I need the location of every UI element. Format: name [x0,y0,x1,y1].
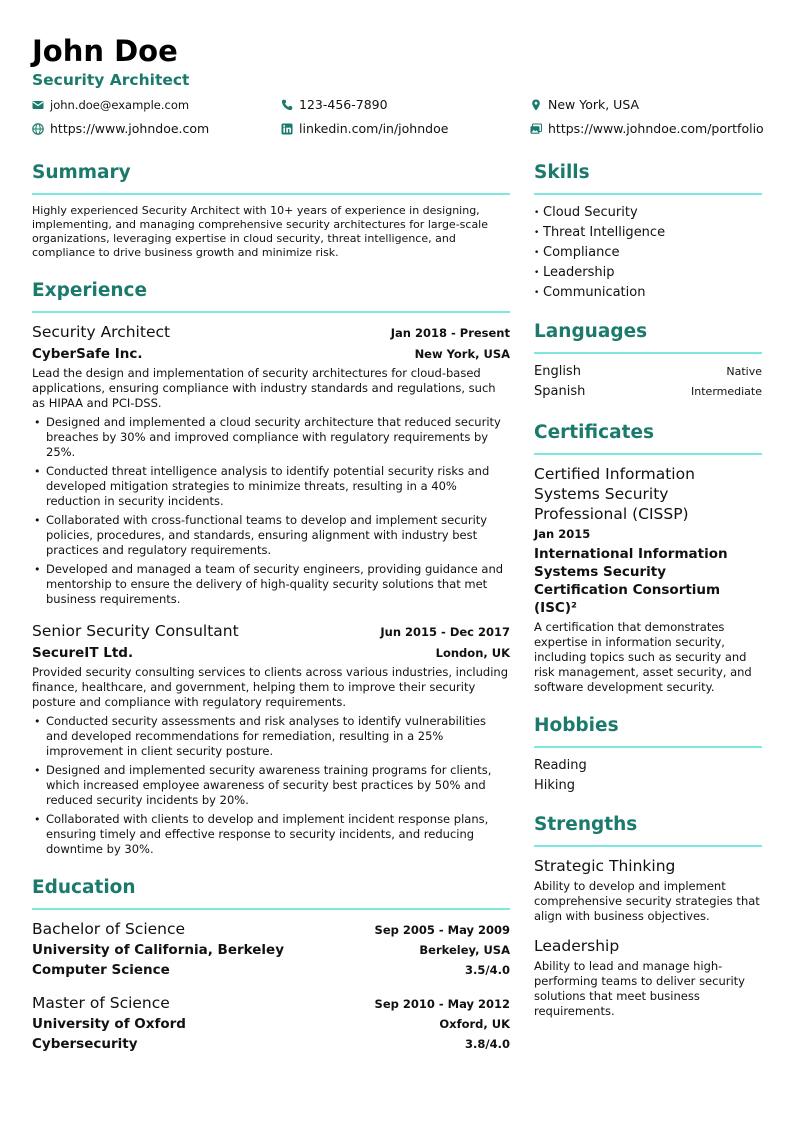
portfolio-icon [530,123,542,135]
job-bullet: • Conducted threat intelligence analysis to identify potential security risks and developed mitigation strategies to minimize threats, resulting in a 40% reduction in security incidents. [32,464,510,509]
certificate-issuer: International Information Systems Security Certification Consortium (ISC)² [534,546,728,616]
job-entry [32,322,510,607]
education-location: Berkeley, USA [419,943,510,957]
education-section [32,875,510,1053]
language-name: English [534,364,581,379]
phone-icon [281,99,293,111]
job-dates: Jan 2018 - Present [390,326,510,340]
certificate-name: Certified Information Systems Security Professional (CISSP) [534,465,695,523]
location-icon [530,99,542,111]
language-level: Native [726,365,762,378]
job-bullet: • Designed and implemented security awareness training programs for clients, which increased employee awareness of security best practices by 50% and reduced security incidents by 20%. [32,763,510,808]
contact-phone-text: 123-456-7890 [299,97,388,112]
job-company: SecureIT Ltd. [32,645,134,661]
job-company: CyberSafe Inc. [32,346,143,362]
contact-list [32,97,768,137]
education-school: University of California, Berkeley [32,942,284,958]
skills-list [534,203,762,303]
job-bullet: • Developed and managed a team of security engineers, providing guidance and mentorship to ensure the delivery of high-quality security solutions that met business requirements. [32,562,510,607]
job-bullet: • Designed and implemented a cloud security architecture that reduced security breaches by 30% and improved compliance with regulatory requirements by 25%. [32,415,510,460]
education-gpa: 3.5/4.0 [465,963,510,977]
strength-description: Ability to develop and implement comprehensive security strategies that align with business objectives. [534,879,760,923]
languages-list [534,362,762,402]
candidate-title: Security Architect [32,71,190,89]
education-location: Oxford, UK [439,1017,510,1031]
languages-section [534,319,762,402]
strengths-section [534,812,762,1019]
education-entry [32,919,510,979]
experience-heading: Experience [32,278,510,313]
linkedin-icon [281,123,293,135]
hobby-item: Reading [534,758,587,773]
contact-location [530,97,768,113]
strength-name: Strategic Thinking [534,857,676,875]
globe-icon [32,123,44,135]
job-location: New York, USA [414,347,510,361]
education-degree: Master of Science [32,994,170,1012]
education-school: University of Oxford [32,1016,186,1032]
summary-section [32,160,510,260]
strength-description: Ability to lead and manage high-performing teams to deliver security solutions that meet business requirements. [534,959,745,1018]
education-degree: Bachelor of Science [32,920,186,938]
skills-section [534,160,762,303]
job-title: Senior Security Consultant [32,622,239,640]
job-entry [32,621,510,857]
languages-heading: Languages [534,319,762,354]
language-level: Intermediate [691,385,762,398]
left-column [32,160,510,1067]
job-bullets [32,714,510,857]
contact-website[interactable] [32,121,281,137]
job-description: Provided security consulting services to clients across various industries, including finance, healthcare, and government, helping them to improve their security posture and compliance with regulatory requirements. [32,665,509,709]
job-bullet: • Collaborated with clients to develop and implement incident response plans, ensuring timely and effective response to security incidents, and reducing downtime by 30%. [32,812,510,857]
certificates-heading: Certificates [534,420,762,455]
contact-email-text: john.doe@example.com [50,98,190,112]
hobbies-list [534,756,762,796]
contact-website-text: https://www.johndoe.com [50,121,210,136]
hobbies-section [534,713,762,796]
education-field: Cybersecurity [32,1036,138,1052]
job-bullets [32,415,510,607]
language-item [534,362,762,382]
certificate-date: Jan 2015 [534,527,591,541]
email-icon [32,99,44,111]
experience-section [32,278,510,857]
job-title: Security Architect [32,323,171,341]
skills-heading: Skills [534,160,762,195]
certificate-description: A certification that demonstrates expertise in information security, including topics such as security and risk management, asset security, and software development security. [534,620,752,694]
contact-location-text: New York, USA [548,97,640,112]
skill-item: • Compliance [534,243,762,263]
skill-item: • Cloud Security [534,203,762,223]
right-column [534,160,762,1033]
skill-item: • Leadership [534,263,762,283]
education-dates: Sep 2010 - May 2012 [374,997,510,1011]
skill-item: • Threat Intelligence [534,223,762,243]
resume-header [32,34,768,137]
certificates-section [534,420,762,695]
language-item [534,382,762,402]
job-dates: Jun 2015 - Dec 2017 [380,625,510,639]
job-bullet: • Collaborated with cross-functional teams to develop and implement security policies, procedures, and standards, ensuring alignment with industry best practices and regulatory requirements. [32,513,510,558]
education-field: Computer Science [32,962,170,978]
contact-email[interactable] [32,97,281,113]
language-name: Spanish [534,384,586,399]
contact-linkedin-text: linkedin.com/in/johndoe [299,121,449,136]
summary-heading: Summary [32,160,510,195]
contact-linkedin[interactable] [281,121,530,137]
skill-item: • Communication [534,283,762,303]
contact-portfolio[interactable] [530,121,768,137]
job-bullet: • Conducted security assessments and risk analyses to identify vulnerabilities and developed recommendations for remediation, resulting in a 25% improvement in client security posture. [32,714,510,759]
education-gpa: 3.8/4.0 [465,1037,510,1051]
contact-phone[interactable] [281,97,530,113]
hobby-item: Hiking [534,778,576,793]
education-entry [32,993,510,1053]
strength-name: Leadership [534,937,620,955]
job-description: Lead the design and implementation of security architectures for cloud-based applications, ensuring compliance with industry standards and regulations, such as HIPAA and PCI-DSS. [32,366,496,410]
job-location: London, UK [435,646,510,660]
strengths-heading: Strengths [534,812,762,847]
education-heading: Education [32,875,510,910]
candidate-name: John Doe [32,34,178,68]
hobbies-heading: Hobbies [534,713,762,748]
summary-text: Highly experienced Security Architect with 10+ years of experience in designing, implementing, and managing comprehensive security architectures for large-scale organizations, leveraging expertise in cloud security, threat intelligence, and compliance to drive business growth and minimize risk. [32,204,489,259]
education-dates: Sep 2005 - May 2009 [374,923,510,937]
contact-portfolio-text: https://www.johndoe.com/portfolio [548,121,764,136]
